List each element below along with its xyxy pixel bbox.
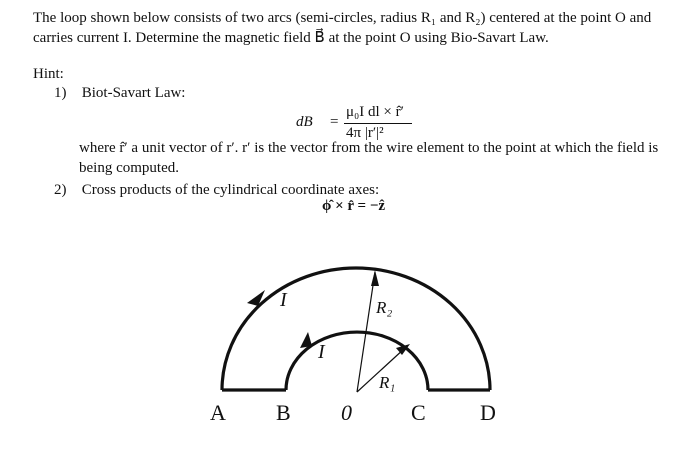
- loop-diagram: [0, 240, 700, 462]
- hint-item-1: [54, 83, 674, 103]
- radius-label-r2: R₂: [376, 298, 393, 317]
- outer-arc: [222, 268, 490, 390]
- formula-lhs: dB⃗: [296, 114, 325, 130]
- hint-item-1-number: 1): [54, 85, 67, 101]
- radius-label-r1: R₁: [379, 373, 396, 392]
- hint-item-2-text: Cross products of the cylindrical coordinate axes:: [81, 182, 380, 198]
- hint-title: Hint:: [33, 66, 64, 82]
- formula-denominator: 4π |r′|²: [346, 125, 384, 141]
- radius-r2-arrowhead: [371, 270, 379, 286]
- current-label-outer: I: [280, 289, 287, 311]
- formula-numerator: μ₀I dl × r̂′: [346, 104, 404, 120]
- hint-item-2-number: 2): [54, 182, 67, 198]
- current-label-inner: I: [318, 341, 325, 363]
- hint-where-text: where r̂′ a unit vector of r′. r′ is the vector from the wire element to the point at which the field is being computed.: [79, 140, 659, 176]
- point-label-c: C: [411, 400, 426, 425]
- formula-equals: =: [330, 114, 339, 130]
- hint-item-1-text: Biot-Savart Law:: [81, 85, 186, 101]
- cross-product-formula: ϕ̂ × r̂ = −ẑ: [322, 198, 386, 214]
- point-label-a: A: [210, 400, 226, 425]
- point-label-o: 0: [341, 400, 352, 425]
- point-label-b: B: [276, 400, 291, 425]
- point-label-d: D: [480, 400, 496, 425]
- inner-current-arrow: [300, 332, 312, 348]
- problem-statement: The loop shown below consists of two arcs (semi-circles, radius R₁ and R₂) centered at the point O and carries current I. Determine the magnetic field B⃗ at the point O using Bio-Savart Law.: [33, 10, 652, 46]
